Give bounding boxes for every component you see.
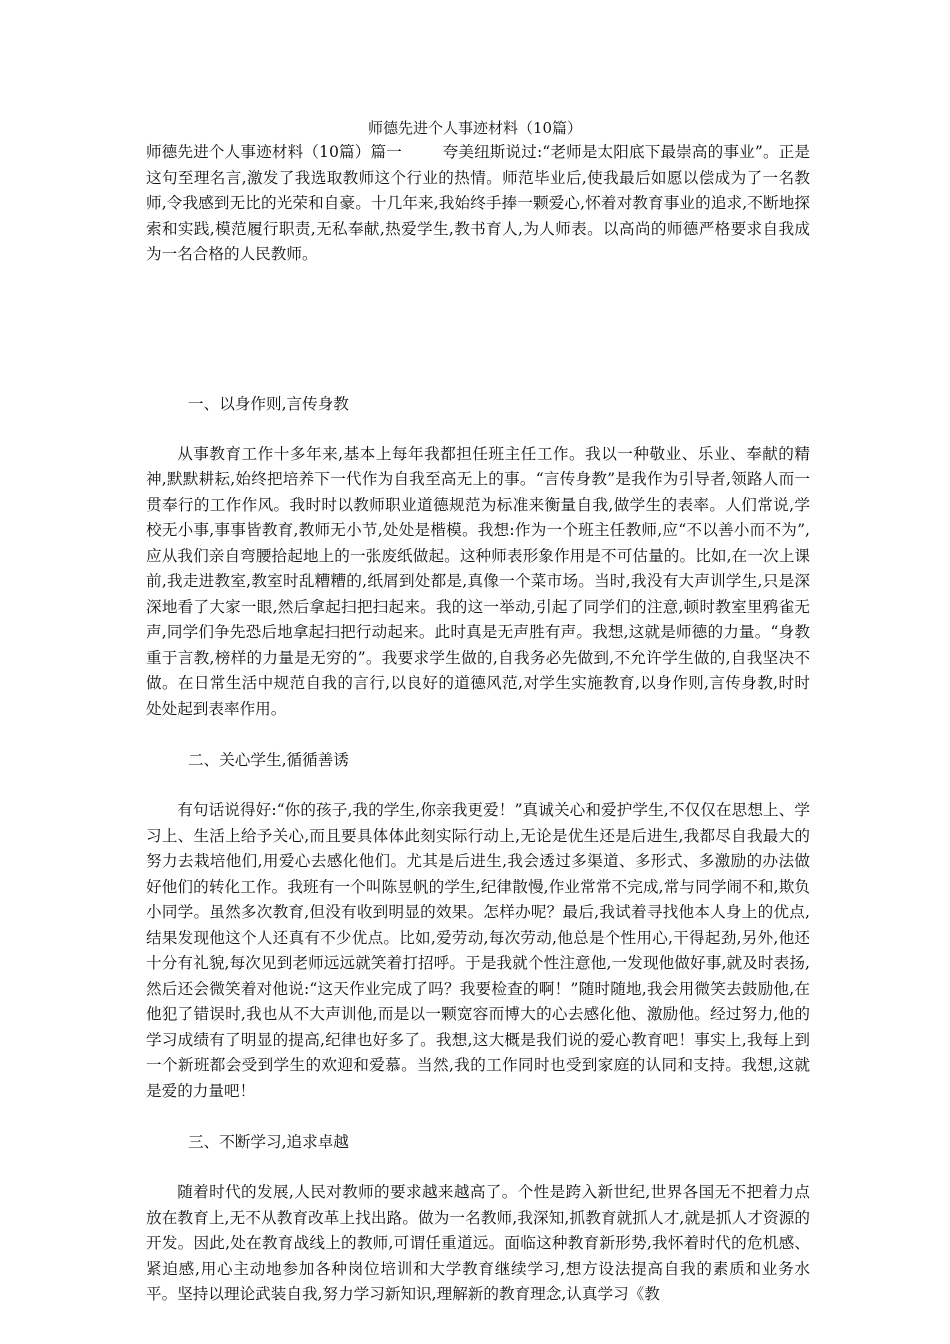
- section-paragraph-1: 从事教育工作十多年来,基本上每年我都担任班主任工作。我以一种敬业、乐业、奉献的精神,默默耕耘,始终把培养下一代作为自我至高无上的事。“言传身教”是我作为引导者,领路人而一贯奉行的工作作风。我时时以教师职业道德规范为标准来衡量自我,做学生的表率。人们常说,学校无小事,事事皆教育,教师无小节,处处是楷模。我想:作为一个班主任教师,应“不以善小而不为”,应从我们亲自弯腰拾起地上的一张废纸做起。这种师表形象作用是不可估量的。比如,在一次上课前,我走进教室,教室时乱糟糟的,纸屑到处都是,真像一个菜市场。当时,我没有大声训学生,只是深深地看了大家一眼,然后拿起扫把扫起来。我的这一举动,引起了同学们的注意,顿时教室里鸦雀无声,同学们争先恐后地拿起扫把行动起来。此时真是无声胜有声。我想,这就是师德的力量。“身教重于言教,榜样的力量是无穷的”。我要求学生做的,自我务必先做到,不允许学生做的,自我坚决不做。在日常生活中规范自我的言行,以良好的道德风范,对学生实施教育,以身作则,言传身教,时时处处起到表率作用。: [146, 444, 810, 718]
- section-gap: [146, 722, 810, 748]
- section-paragraph-3: 随着时代的发展,人民对教师的要求越来越高了。个性是跨入新世纪,世界各国无不把着力点放在教育上,无不从教育改革上找出路。做为一名教师,我深知,抓教育就抓人才,就是抓人才资源的开发。因此,处在教育战线上的教师,可谓任重道远。面临这种教育新形势,我怀着时代的危机感、紧迫感,用心主动地参加各种岗位培训和大学教育继续学习,想方设法提高自我的素质和业务水平。坚持以理论武装自我,努力学习新知识,理解新的教育理念,认真学习《教: [146, 1183, 810, 1303]
- section-heading-1: 一、以身作则,言传身教: [188, 394, 349, 413]
- intro-lead: 师德先进个人事迹材料（10篇）篇一: [146, 143, 402, 161]
- intro-text: 夸美纽斯说过:“老师是太阳底下最崇高的事业”。正是这句至理名言,激发了我选取教师这个行业的热情。师范毕业后,使我最后如愿以偿成为了一名教师,令我感到无比的光荣和自豪。十几年来,我始终手捧一颗爱心,怀着对教育事业的追求,不断地探索和实践,模范履行职责,无私奉献,热爱学生,教书育人,为人师表。以高尚的师德严格要求自我成为一名合格的人民教师。: [146, 143, 811, 263]
- document-title: 师德先进个人事迹材料（10篇）: [367, 119, 583, 137]
- section-heading-2: 二、关心学生,循循善诱: [188, 751, 349, 769]
- intro-paragraph: [146, 140, 810, 268]
- section-heading-3: 三、不断学习,追求卓越: [188, 1133, 349, 1151]
- section-gap: [146, 268, 810, 392]
- section-gap: [146, 1104, 810, 1130]
- document-body: [146, 140, 810, 1308]
- section-paragraph-2: 有句话说得好:“你的孩子,我的学生,你亲我更爱！”真诚关心和爱护学生,不仅仅在思想上、学习上、生活上给予关心,而且要具体体此刻实际行动上,无论是优生还是后进生,我都尽自我最大的努力去栽培他们,用爱心去感化他们。尤其是后进生,我会透过多渠道、多形式、多激励的办法做好他们的转化工作。我班有一个叫陈昱帆的学生,纪律散慢,作业常常不完成,常与同学闹不和,欺负小同学。虽然多次教育,但没有收到明显的效果。怎样办呢？最后,我试着寻找他本人身上的优点,结果发现他这个人还真有不少优点。比如,爱劳动,每次劳动,他总是个性用心,干得起劲,另外,他还十分有礼貌,每次见到老师远远就笑着打招呼。于是我就个性注意他,一发现他做好事,就及时表扬,然后还会微笑着对他说:“这天作业完成了吗？我要检查的啊！”随时随地,我会用微笑去鼓励他,在他犯了错误时,我也从不大声训他,而是以一颗宽容而博大的心去感化他、激励他。经过努力,他的学习成绩有了明显的提高,纪律也好多了。我想,这大概是我们说的爱心教育吧！事实上,我每上到一个新班都会受到学生的欢迎和爱慕。当然,我的工作同时也受到家庭的认同和支持。我想,这就是爱的力量吧！: [146, 801, 810, 1100]
